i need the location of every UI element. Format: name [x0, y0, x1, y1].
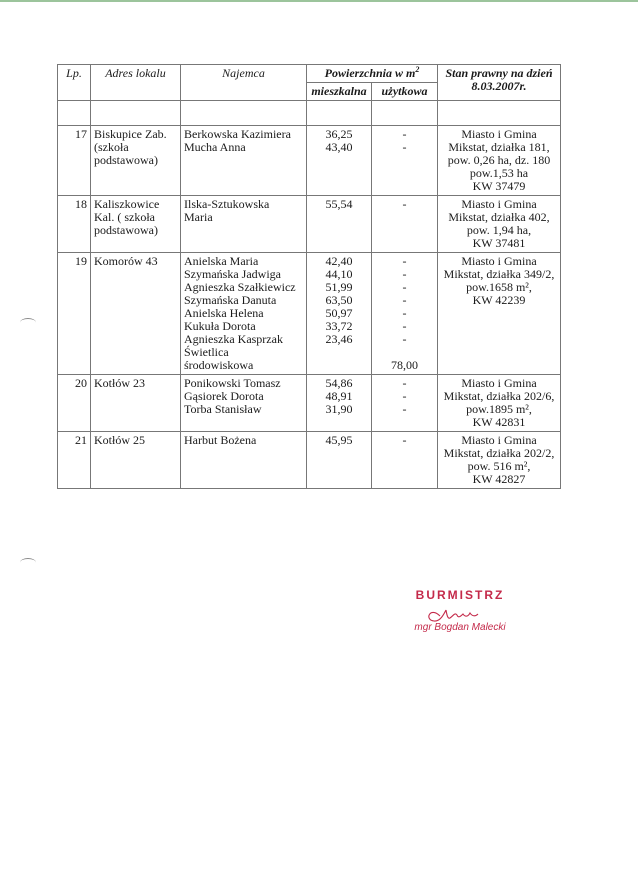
cell-tenants-line: Agnieszka Szałkiewicz	[184, 280, 296, 294]
cell-legal-status-line: Mikstat, działka 202/2,	[443, 446, 555, 460]
cell-legal-status	[438, 375, 561, 432]
cell-lp: 17	[58, 126, 91, 196]
cell-usable	[372, 126, 438, 196]
cell-tenants-line: Berkowska Kazimiera	[184, 127, 291, 141]
cell-usable	[372, 196, 438, 253]
cell-legal-status-line: KW 37481	[472, 236, 526, 250]
cell-legal-status-line: pow.1658 m²,	[466, 280, 532, 294]
cell-usable-line: -	[402, 402, 407, 416]
cell-usable-line: -	[402, 306, 407, 320]
cell-tenants-line: Szymańska Danuta	[184, 293, 277, 307]
header-residential: mieszkalna	[307, 83, 372, 101]
scan-edge-line	[0, 0, 638, 2]
table-row	[58, 432, 561, 489]
header-area-sup: 2	[415, 65, 420, 74]
cell-address	[91, 375, 181, 432]
table-row	[58, 196, 561, 253]
cell-legal-status-line: pow. 0,26 ha, dz. 180	[447, 153, 551, 167]
cell-usable-line: -	[402, 127, 407, 141]
cell-legal-status	[438, 126, 561, 196]
cell-tenants	[181, 196, 307, 253]
cell-legal-status	[438, 196, 561, 253]
cell-tenants-line: Ilska-Sztukowska	[184, 197, 270, 211]
cell-residential-line: 36,25	[325, 127, 353, 141]
cell-residential-line: 63,50	[325, 293, 353, 307]
cell-tenants-line: Anielska Helena	[184, 306, 264, 320]
cell-address-line: podstawowa)	[94, 153, 158, 167]
cell-address-line: podstawowa)	[94, 223, 158, 237]
cell-residential	[307, 196, 372, 253]
cell-residential-line: 44,10	[325, 267, 353, 281]
header-usable: użytkowa	[372, 83, 438, 101]
cell-usable-line: -	[402, 319, 407, 333]
cell-usable-line: -	[402, 293, 407, 307]
cell-tenants	[181, 375, 307, 432]
cell-legal-status-line: KW 42239	[472, 293, 526, 307]
cell-residential	[307, 432, 372, 489]
table-spacer-row	[58, 101, 561, 126]
header-area	[307, 65, 438, 83]
cell-address-line: Komorów 43	[94, 254, 158, 268]
cell-legal-status-line: Mikstat, działka 181,	[448, 140, 550, 154]
cell-address-line: Kaliszkowice	[94, 197, 160, 211]
property-table	[57, 64, 561, 489]
cell-tenants-line: Agnieszka Kasprzak	[184, 332, 283, 346]
cell-address	[91, 432, 181, 489]
cell-residential	[307, 253, 372, 375]
cell-address	[91, 126, 181, 196]
cell-usable-line: -	[402, 433, 407, 447]
cell-usable	[372, 432, 438, 489]
table-header-row	[58, 65, 561, 83]
cell-usable-line: 78,00	[391, 358, 418, 372]
cell-residential	[307, 375, 372, 432]
cell-residential-line: 48,91	[325, 389, 353, 403]
cell-usable	[372, 253, 438, 375]
cell-usable-line: -	[402, 389, 407, 403]
cell-usable-line: -	[402, 376, 407, 390]
cell-tenants-line: Harbut Bożena	[184, 433, 257, 447]
cell-tenants-line: Anielska Maria	[184, 254, 259, 268]
cell-legal-status-line: Miasto i Gmina	[461, 127, 537, 141]
cell-address	[91, 253, 181, 375]
cell-usable-line: -	[402, 332, 407, 346]
cell-lp: 19	[58, 253, 91, 375]
cell-usable-line: -	[402, 140, 407, 154]
cell-usable-line: -	[402, 267, 407, 281]
cell-address-line: Biskupice Zab.	[94, 127, 167, 141]
cell-legal-status-line: pow. 1,94 ha,	[466, 223, 532, 237]
cell-address-line: Kotłów 25	[94, 433, 145, 447]
handwritten-signature	[400, 602, 520, 624]
cell-address-line: Kotłów 23	[94, 376, 145, 390]
header-lp: Lp.	[58, 65, 91, 101]
cell-tenants-line: Torba Stanisław	[184, 402, 262, 416]
cell-residential-line: 54,86	[325, 376, 353, 390]
cell-residential-line: 43,40	[325, 140, 353, 154]
cell-lp: 18	[58, 196, 91, 253]
cell-residential	[307, 126, 372, 196]
cell-legal-status-line: Mikstat, działka 402,	[448, 210, 550, 224]
cell-residential-line: 33,72	[325, 319, 353, 333]
cell-address	[91, 196, 181, 253]
cell-legal-status-line: KW 42827	[472, 472, 526, 486]
cell-legal-status-line: Mikstat, działka 202/6,	[443, 389, 555, 403]
cell-tenants-line: Ponikowski Tomasz	[184, 376, 281, 390]
cell-address-line: (szkoła	[94, 140, 129, 154]
cell-legal-status-line: pow.1895 m²,	[466, 402, 532, 416]
cell-usable	[372, 375, 438, 432]
punch-hole-mark	[20, 318, 36, 327]
cell-tenants-line: Mucha Anna	[184, 140, 246, 154]
cell-residential-line: 42,40	[325, 254, 353, 268]
cell-legal-status-line: Miasto i Gmina	[461, 433, 537, 447]
cell-lp: 20	[58, 375, 91, 432]
cell-usable-line: -	[402, 254, 407, 268]
cell-residential-line: 51,99	[325, 280, 353, 294]
cell-tenants-line: Szymańska Jadwiga	[184, 267, 281, 281]
cell-lp: 21	[58, 432, 91, 489]
cell-residential-line: 23,46	[325, 332, 353, 346]
cell-legal-status-line: Mikstat, działka 349/2,	[443, 267, 555, 281]
cell-usable-line: -	[402, 280, 407, 294]
cell-residential-line: 50,97	[325, 306, 353, 320]
cell-legal-status-line: Miasto i Gmina	[461, 376, 537, 390]
cell-residential-line: 31,90	[325, 402, 353, 416]
header-legal-status: Stan prawny na dzień 8.03.2007r.	[438, 65, 561, 101]
cell-residential-line: 55,54	[325, 197, 353, 211]
cell-tenants	[181, 126, 307, 196]
cell-address-line: Kal. ( szkoła	[94, 210, 155, 224]
cell-usable-line: -	[402, 197, 407, 211]
cell-legal-status-line: KW 42831	[472, 415, 526, 429]
table-row	[58, 375, 561, 432]
cell-legal-status-line: KW 37479	[472, 179, 526, 193]
header-area-label: Powierzchnia w m	[324, 66, 416, 80]
cell-legal-status	[438, 432, 561, 489]
cell-residential-line: 45,95	[325, 433, 353, 447]
cell-tenants-line: środowiskowa	[184, 358, 254, 372]
header-tenant: Najemca	[181, 65, 307, 101]
cell-tenants-line: Kukuła Dorota	[184, 319, 256, 333]
signature-stamp	[400, 588, 520, 633]
cell-legal-status-line: pow.1,53 ha	[469, 166, 529, 180]
table-row	[58, 253, 561, 375]
mayor-name: mgr Bogdan Malecki	[414, 622, 506, 633]
cell-legal-status	[438, 253, 561, 375]
cell-tenants-line: Gąsiorek Dorota	[184, 389, 264, 403]
stamp-title: BURMISTRZ	[415, 588, 505, 602]
cell-tenants-line: Świetlica	[184, 345, 229, 359]
cell-legal-status-line: pow. 516 m²,	[467, 459, 531, 473]
cell-tenants	[181, 432, 307, 489]
cell-legal-status-line: Miasto i Gmina	[461, 254, 537, 268]
table-row	[58, 126, 561, 196]
cell-legal-status-line: Miasto i Gmina	[461, 197, 537, 211]
cell-tenants	[181, 253, 307, 375]
cell-tenants-line: Maria	[184, 210, 213, 224]
table-body	[58, 126, 561, 489]
punch-hole-mark	[20, 558, 36, 567]
header-address: Adres lokalu	[91, 65, 181, 101]
